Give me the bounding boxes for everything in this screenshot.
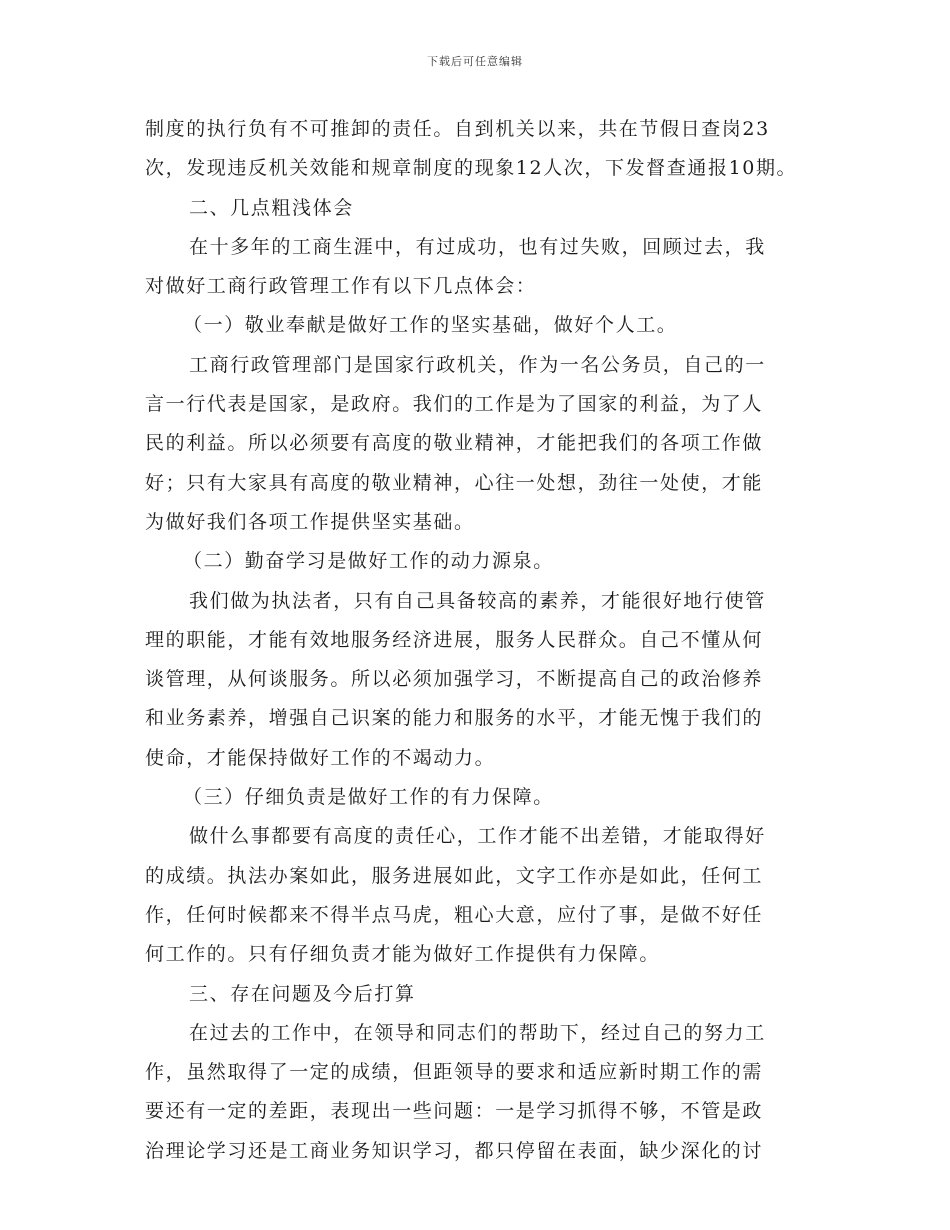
document-body — [145, 110, 805, 1171]
page-header: 下载后可任意编辑 — [427, 55, 523, 68]
text-line: 在过去的工作中，在领导和同志们的帮助下，经过自己的努力工 — [189, 1021, 766, 1044]
text-line: 在十多年的工商生涯中，有过成功，也有过失败，回顾过去，我 — [189, 235, 766, 258]
text-line: 做什么事都要有高度的责任心，工作才能不出差错，才能取得好 — [189, 825, 766, 848]
text-line: 次，发现违反机关效能和规章制度的现象12人次，下发督查通报10期。 — [145, 157, 798, 180]
text-line: （一）敬业奉献是做好工作的坚实基础，做好个人工。 — [183, 314, 678, 337]
text-line: 我们做为执法者，只有自己具备较高的素养，才能很好地行使管 — [189, 589, 766, 612]
text-line: 制度的执行负有不可推卸的责任。自到机关以来，共在节假日查岗23 — [145, 118, 770, 140]
text-line: 谈管理，从何谈服务。所以必须加强学习，不断提高自己的政治修养 — [145, 668, 764, 691]
text-line: 理的职能，才能有效地服务经济进展，服务人民群众。自己不懂从何 — [145, 628, 764, 651]
text-line: 作，虽然取得了一定的成绩，但距领导的要求和适应新时期工作的需 — [145, 1061, 764, 1084]
text-line: （二）勤奋学习是做好工作的动力源泉。 — [183, 550, 554, 573]
text-line: 好；只有大家具有高度的敬业精神，心往一处想，劲往一处使，才能 — [145, 471, 764, 494]
text-line: （三）仔细负责是做好工作的有力保障。 — [183, 786, 554, 809]
text-line: 对做好工商行政管理工作有以下几点体会： — [145, 275, 537, 298]
text-line: 作，任何时候都来不得半点马虎，粗心大意，应付了事，是做不好任 — [145, 903, 764, 926]
text-line: 治理论学习还是工商业务知识学习，都只停留在表面，缺少深化的讨 — [145, 1139, 764, 1162]
text-line: 言一行代表是国家，是政府。我们的工作是为了国家的利益，为了人 — [145, 393, 764, 416]
text-line: 民的利益。所以必须要有高度的敬业精神，才能把我们的各项工作做 — [145, 432, 764, 455]
text-line: 使命，才能保持做好工作的不竭动力。 — [145, 746, 496, 769]
text-line: 三、存在问题及今后打算 — [189, 982, 416, 1005]
text-line: 的成绩。执法办案如此，服务进展如此，文字工作亦是如此，任何工 — [145, 864, 764, 887]
text-line: 何工作的。只有仔细负责才能为做好工作提供有力保障。 — [145, 943, 661, 966]
text-line: 二、几点粗浅体会 — [189, 196, 354, 219]
text-line: 和业务素养，增强自己识案的能力和服务的水平，才能无愧于我们的 — [145, 707, 764, 730]
text-line: 要还有一定的差距，表现出一些问题：一是学习抓得不够，不管是政 — [145, 1100, 764, 1123]
text-line: 工商行政管理部门是国家行政机关，作为一名公务员，自己的一 — [189, 353, 766, 376]
text-line: 为做好我们各项工作提供坚实基础。 — [145, 510, 475, 533]
